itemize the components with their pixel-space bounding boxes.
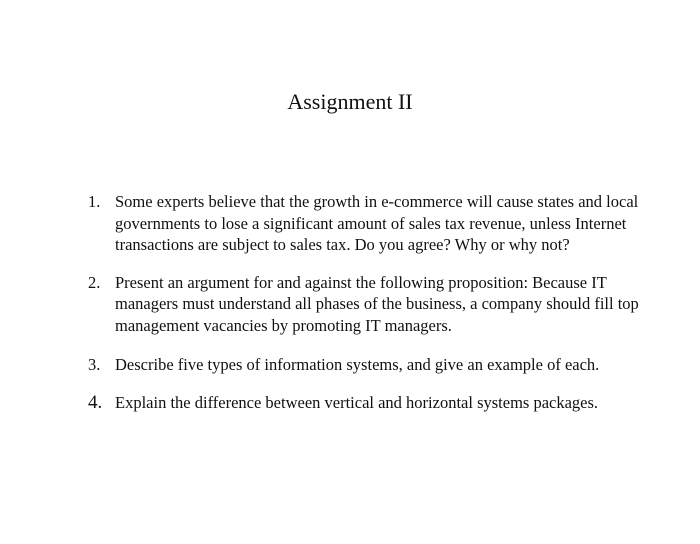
question-number: 2. xyxy=(88,272,101,292)
question-text: Present an argument for and against the following proposition: Because IT managers must understand all phases of the business, a company should fill top management vacancies by promoting IT managers. xyxy=(115,272,639,335)
question-item-1 xyxy=(88,191,648,256)
question-text: Describe five types of information systems, and give an example of each. xyxy=(115,355,600,374)
question-text: Some experts believe that the growth in e-commerce will cause states and local governments to lose a significant amount of sales tax revenue, unless Internet transactions are subject to sales tax. Do you agree? Why or why not? xyxy=(115,192,639,254)
question-number: 1. xyxy=(88,192,101,211)
question-item-2 xyxy=(88,272,648,337)
question-item-3 xyxy=(88,354,648,376)
question-text: Explain the difference between vertical and horizontal systems packages. xyxy=(115,392,599,412)
question-number: 4. xyxy=(88,391,103,413)
question-item-4 xyxy=(88,392,648,414)
question-list xyxy=(88,191,648,413)
page-title: Assignment II xyxy=(287,89,413,114)
question-number: 3. xyxy=(88,355,101,374)
